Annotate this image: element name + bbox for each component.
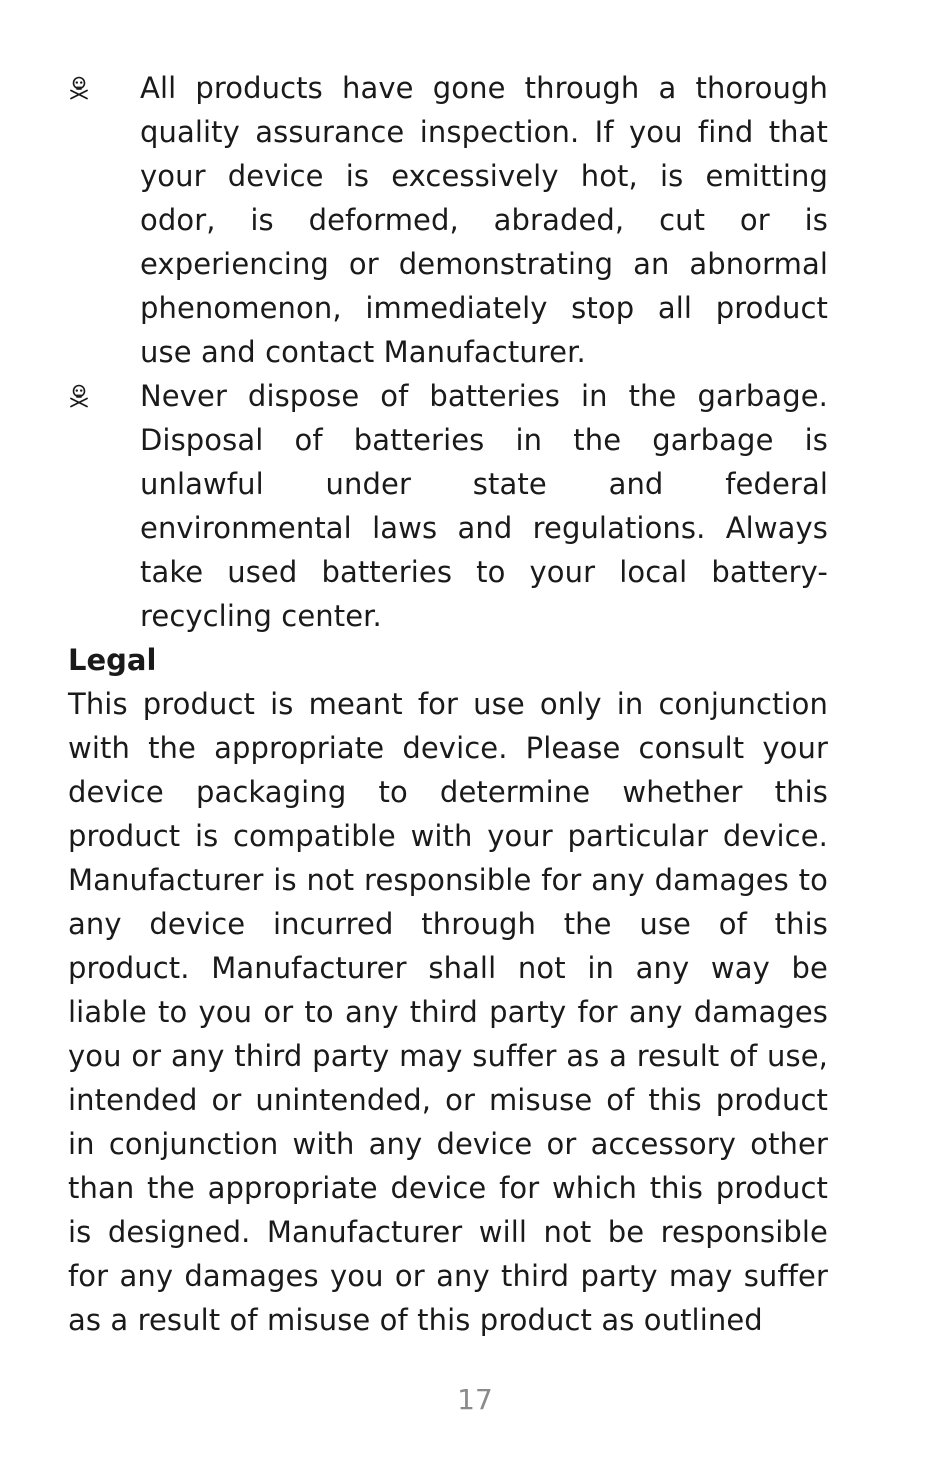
page-number: 17 bbox=[457, 1383, 493, 1416]
warning-text: All products have gone through a thorough quality assurance inspection. If you find that your device is excessively hot, is emitting odor, is deformed, abraded, cut or is experiencing or demonstrating an abnormal phenomenon, immediately stop all product use and contact Manufacturer. bbox=[140, 71, 828, 369]
skull-crossbones-icon bbox=[68, 374, 140, 418]
warning-list bbox=[68, 66, 828, 638]
skull-crossbones-icon bbox=[68, 66, 140, 110]
legal-paragraph: This product is meant for use only in conjunction with the appropriate device. Please consult your device packaging to determine whether this product is compatible with your particular device. Manufacturer is not responsible for any damages to any device incurred through the use of this product. Manufacturer shall not in any way be liable to you or to any third party for any damages you or any third party may suffer as a result of use, intended or unintended, or misuse of this product in conjunction with any device or accessory other than the appropriate device for which this product is designed. Manufacturer will not be responsible for any damages you or any third party may suffer as a result of misuse of this product as outlined bbox=[68, 687, 828, 1337]
warning-text: Never dispose of batteries in the garbage. Disposal of batteries in the garbage is unlawful under state and federal environmental laws and regulations. Always take used batteries to your local battery-recycling center. bbox=[140, 379, 828, 633]
warning-item bbox=[68, 66, 828, 374]
warning-item bbox=[68, 374, 828, 638]
legal-section bbox=[68, 638, 828, 1342]
section-heading: Legal bbox=[68, 643, 157, 677]
